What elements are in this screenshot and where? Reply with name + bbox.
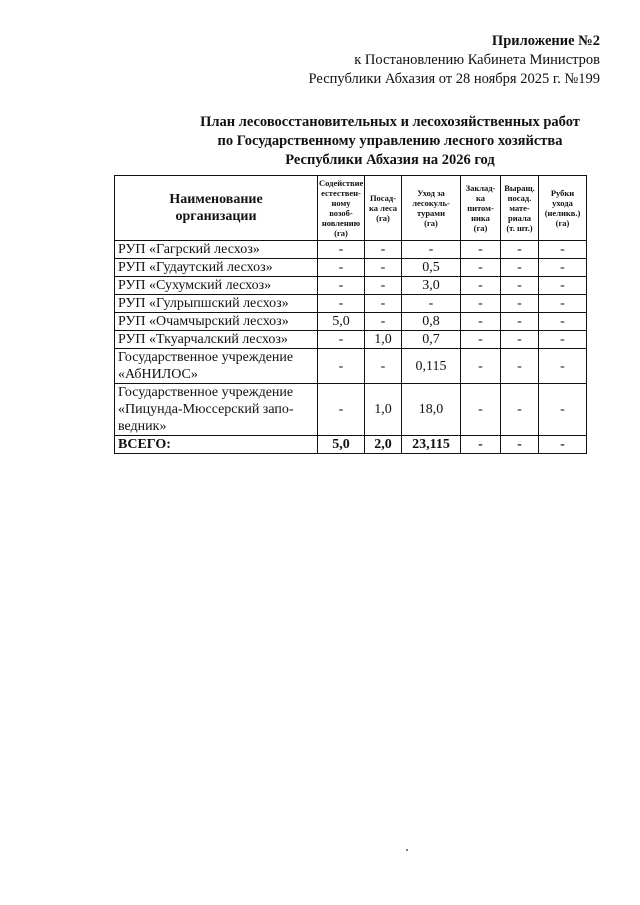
text-line: лесокуль-: [412, 198, 450, 208]
cell-forest-crop-care: -: [402, 295, 461, 313]
cell-natural-regeneration: -: [318, 259, 365, 277]
text-line: мате-: [509, 203, 530, 213]
cell-thinning: -: [539, 384, 587, 436]
header-forest-crop-care: [402, 176, 461, 241]
text-line: РУП «Очамчырский лесхоз»: [118, 314, 289, 329]
cell-forest-crop-care: 0,115: [402, 349, 461, 384]
text-line: «Пицунда-Мюссерский запо-: [118, 402, 294, 417]
appendix-title: Приложение №2: [491, 33, 600, 49]
cell-natural-regeneration: -: [318, 241, 365, 259]
header-planting-material: [501, 176, 539, 241]
text-line: риала: [508, 213, 531, 223]
cell-nursery-establishment: -: [461, 241, 501, 259]
organization-name: [115, 259, 318, 277]
appendix-line-2: Республики Абхазия от 28 ноября 2025 г. №199: [308, 71, 600, 87]
document-title: [160, 113, 620, 170]
cell-planting-material: -: [501, 384, 539, 436]
text-line: организации: [175, 209, 257, 224]
document-title-line-2: по Государственному управлению лесного хозяйства: [217, 133, 563, 149]
cell-forest-planting: -: [365, 259, 402, 277]
text-line: (т. шт.): [506, 223, 533, 233]
text-line: РУП «Сухумский лесхоз»: [118, 278, 272, 293]
document-title-line-1: План лесовосстановительных и лесохозяйственных работ: [200, 114, 580, 130]
table-row: [115, 384, 587, 436]
cell-thinning: -: [539, 331, 587, 349]
table-body: [115, 241, 587, 454]
cell-thinning: -: [539, 277, 587, 295]
scan-mark: [406, 849, 408, 851]
cell-forest-planting: -: [365, 277, 402, 295]
table-row: [115, 295, 587, 313]
cell-planting-material: -: [501, 349, 539, 384]
text-line: (га): [334, 228, 348, 238]
cell-nursery-establishment: -: [461, 331, 501, 349]
cell-planting-material: -: [501, 295, 539, 313]
cell-forest-planting: -: [365, 295, 402, 313]
table-row: [115, 241, 587, 259]
text-line: Заклад-: [465, 183, 496, 193]
total-forest-planting: 2,0: [365, 436, 402, 454]
table-row: [115, 277, 587, 295]
text-line: ка питом-: [467, 193, 494, 213]
work-plan-table: [114, 175, 587, 454]
cell-forest-crop-care: -: [402, 241, 461, 259]
cell-forest-crop-care: 0,5: [402, 259, 461, 277]
organization-name: [115, 295, 318, 313]
text-line: Государственное учреждение: [118, 385, 294, 400]
text-line: (га): [473, 223, 488, 233]
cell-forest-crop-care: 0,7: [402, 331, 461, 349]
text-line: (га): [555, 218, 570, 228]
header-thinning: [539, 176, 587, 241]
cell-planting-material: -: [501, 241, 539, 259]
appendix-block: [309, 32, 600, 89]
table-row: [115, 331, 587, 349]
organization-name: [115, 313, 318, 331]
cell-forest-crop-care: 0,8: [402, 313, 461, 331]
cell-thinning: -: [539, 241, 587, 259]
cell-forest-planting: -: [365, 313, 402, 331]
header-forest-planting: [365, 176, 402, 241]
cell-nursery-establishment: -: [461, 295, 501, 313]
organization-name: [115, 384, 318, 436]
cell-forest-planting: -: [365, 349, 402, 384]
organization-name: [115, 277, 318, 295]
appendix-line-1: к Постановлению Кабинета Министров: [354, 52, 600, 68]
text-line: РУП «Гагрский лесхоз»: [118, 242, 260, 257]
text-line: ведник»: [118, 419, 167, 434]
text-line: ухода: [552, 198, 573, 208]
cell-nursery-establishment: -: [461, 259, 501, 277]
text-line: Наименование: [169, 192, 263, 207]
cell-nursery-establishment: -: [461, 277, 501, 295]
total-natural-regeneration: 5,0: [318, 436, 365, 454]
text-line: Уход за: [417, 188, 445, 198]
cell-natural-regeneration: -: [318, 277, 365, 295]
text-line: новлению: [321, 218, 361, 228]
cell-nursery-establishment: -: [461, 313, 501, 331]
text-line: (га): [424, 218, 438, 228]
text-line: «АбНИЛОС»: [118, 367, 198, 382]
total-row: [115, 436, 587, 454]
total-label: ВСЕГО:: [115, 436, 318, 454]
total-forest-crop-care: 23,115: [402, 436, 461, 454]
header-natural-regeneration: [318, 176, 365, 241]
cell-thinning: -: [539, 259, 587, 277]
cell-forest-planting: -: [365, 241, 402, 259]
table-header-row: [115, 176, 587, 241]
cell-natural-regeneration: -: [318, 384, 365, 436]
text-line: (неликв.): [544, 208, 581, 218]
cell-natural-regeneration: 5,0: [318, 313, 365, 331]
organization-name: [115, 349, 318, 384]
cell-forest-crop-care: 3,0: [402, 277, 461, 295]
text-line: Выращ.: [504, 183, 535, 193]
cell-thinning: -: [539, 313, 587, 331]
cell-forest-planting: 1,0: [365, 384, 402, 436]
cell-forest-crop-care: 18,0: [402, 384, 461, 436]
text-line: РУП «Гулрыпшский лесхоз»: [118, 296, 289, 311]
text-line: ному возоб-: [329, 198, 353, 218]
header-name: [115, 176, 318, 241]
cell-natural-regeneration: -: [318, 331, 365, 349]
text-line: посад.: [507, 193, 532, 203]
cell-forest-planting: 1,0: [365, 331, 402, 349]
cell-planting-material: -: [501, 259, 539, 277]
cell-thinning: -: [539, 295, 587, 313]
cell-planting-material: -: [501, 313, 539, 331]
text-line: турами: [417, 208, 445, 218]
document-title-line-3: Республики Абхазия на 2026 год: [285, 152, 495, 168]
text-line: естествен-: [321, 188, 361, 198]
total-nursery-establishment: -: [461, 436, 501, 454]
text-line: Содействие: [319, 178, 364, 188]
cell-nursery-establishment: -: [461, 384, 501, 436]
table-row: [115, 349, 587, 384]
organization-name: [115, 241, 318, 259]
text-line: ника: [471, 213, 490, 223]
cell-nursery-establishment: -: [461, 349, 501, 384]
total-planting-material: -: [501, 436, 539, 454]
text-line: Посад-: [369, 193, 397, 203]
header-nursery-establishment: [461, 176, 501, 241]
text-line: РУП «Гудаутский лесхоз»: [118, 260, 273, 275]
text-line: ка леса: [369, 203, 397, 213]
text-line: (га): [376, 213, 390, 223]
cell-planting-material: -: [501, 331, 539, 349]
table-row: [115, 259, 587, 277]
cell-natural-regeneration: -: [318, 349, 365, 384]
text-line: Рубки: [550, 188, 575, 198]
total-thinning: -: [539, 436, 587, 454]
cell-planting-material: -: [501, 277, 539, 295]
table-row: [115, 313, 587, 331]
organization-name: [115, 331, 318, 349]
text-line: РУП «Ткуарчалский лесхоз»: [118, 332, 288, 347]
cell-natural-regeneration: -: [318, 295, 365, 313]
text-line: Государственное учреждение: [118, 350, 294, 365]
cell-thinning: -: [539, 349, 587, 384]
